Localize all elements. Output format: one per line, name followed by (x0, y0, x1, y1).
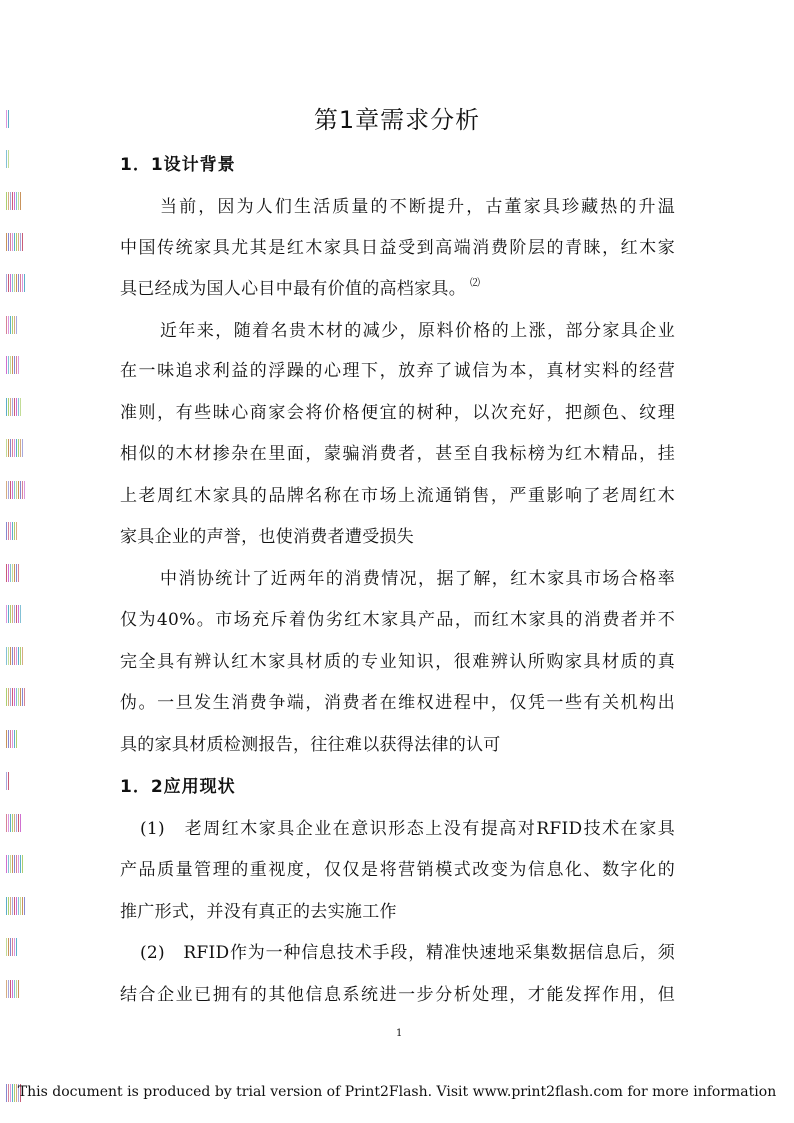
paragraph-line: 中国传统家具尤其是红木家具日益受到高端消费阶层的青睐，红木家 (120, 238, 675, 258)
paragraph-line: 在一味追求利益的浮躁的心理下，放弃了诚信为本，真材实料的经营 (120, 361, 675, 381)
paragraph-line: 上老周红木家具的品牌名称在市场上流通销售，严重影响了老周红木 (120, 486, 675, 506)
paragraph-line: 完全具有辨认红木家具材质的专业知识，很难辨认所购家具材质的真 (120, 652, 675, 672)
section-heading-1: 1．1设计背景 (120, 155, 236, 175)
list-item-line: 推广形式，并没有真正的去实施工作 (120, 902, 397, 922)
paragraph-line: 中消协统计了近两年的消费情况，据了解，红木家具市场合格率 (160, 569, 675, 589)
list-item-line: 产品质量管理的重视度，仅仅是将营销模式改变为信息化、数字化的 (120, 860, 675, 880)
paragraph-text: 具已经成为国人心目中最有价值的高档家具。 (120, 279, 466, 299)
paragraph-line: 近年来，随着名贵木材的减少，原料价格的上涨，部分家具企业 (160, 321, 675, 341)
paragraph-line: 具的家具材质检测报告，往往难以获得法律的认可 (120, 735, 501, 755)
paragraph-line: 仅为40%。市场充斥着伪劣红木家具产品，而红木家具的消费者并不 (120, 610, 675, 630)
page-number: 1 (396, 1028, 403, 1039)
list-item-line: (2) RFID作为一种信息技术手段，精准快速地采集数据信息后，须 (140, 943, 675, 963)
section-heading-2: 1．2应用现状 (120, 777, 236, 797)
citation-ref: ⑵ (470, 278, 481, 289)
paragraph-line: 伪。一旦发生消费争端，消费者在维权进程中，仅凭一些有关机构出 (120, 693, 675, 713)
list-item-line: (1) 老周红木家具企业在意识形态上没有提高对RFID技术在家具 (140, 819, 675, 839)
paragraph-line: 准则，有些昧心商家会将价格便宜的树种，以次充好，把颜色、纹理 (120, 403, 675, 423)
paragraph-line: 相似的木材掺杂在里面，蒙骗消费者，甚至自我标榜为红木精品，挂 (120, 444, 675, 464)
chapter-title: 第1章需求分析 (313, 106, 481, 134)
paragraph-line: 家具企业的声誉，也使消费者遭受损失 (120, 527, 415, 547)
paragraph-line (120, 274, 675, 299)
paragraph-line: 当前，因为人们生活质量的不断提升，古董家具珍藏热的升温 (160, 197, 675, 217)
trial-footer: This document is produced by trial version of Print2Flash. Visit www.print2flash.com for more information (17, 1084, 777, 1100)
list-item-line: 结合企业已拥有的其他信息系统进一步分析处理，才能发挥作用，但 (120, 985, 675, 1005)
